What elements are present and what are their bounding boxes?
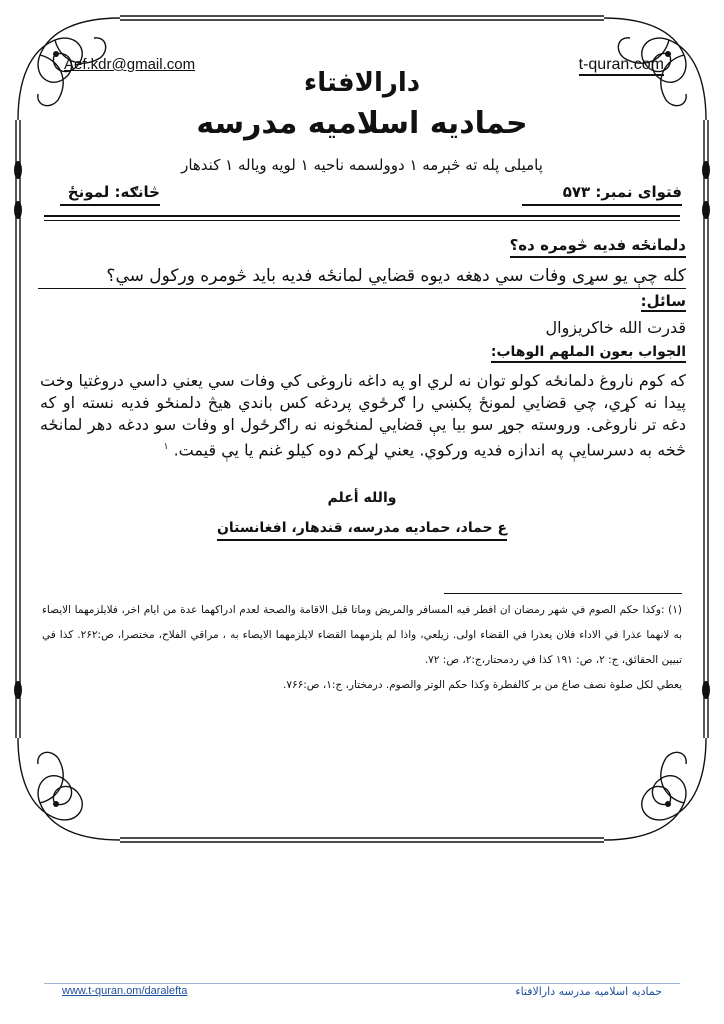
fatwa-number: فتوای نمبر: ۵۷۳ <box>522 183 682 206</box>
closing-phrase: والله أعلم <box>327 490 397 506</box>
signature-text: ع حماد، حمادیه مدرسه، قندهار، افغانستان <box>217 520 507 541</box>
institution-address: پامیلی پله ته څېرمه ١ دوولسمه ناحیه ١ لویه ویاله ١ کندهار <box>181 156 543 174</box>
footer-link[interactable]: www.t-quran.om/daralefta <box>62 985 188 997</box>
question-heading: دلمانځه فدیه څومره ده؟ <box>510 236 686 258</box>
website-link[interactable]: t-quran.com <box>579 56 664 76</box>
answer-body <box>40 370 686 461</box>
institution-name: حمادیه اسلامیه مدرسه <box>196 106 528 141</box>
answer-text: که کوم ناروغ دلمانځه کولو توان نه لري او په داغه ناروغی کي وفات سي یعني داسي دروغتیا وخت پیدا نه کړي، چي قضایي لمونځ پکښي را ګرځوي پردغه کس باندي هیڅ دلمنځو فدیه نسته او که دغه تر ناروغی. وروسته جوړ سو بیا یې قضایي لمنځونه نه راګرځول او وفات سو ددغه دهر لمانځه څخه به دسرسایې په اندازه فدیه ورکوي. یعني لړکم دوه کیلو غنم یا یې قیمت. <box>40 371 686 460</box>
signature-line <box>0 520 724 536</box>
footnote-2: يعطي لكل صلوة نصف صاع من بر كالفطرة وكذا حكم الوتر والصوم. درمختار، ج:١، ص:٧۶۶. <box>283 679 682 691</box>
section-label: څانګه: لمونځ <box>60 183 160 206</box>
contact-email[interactable]: Aef.kdr@gmail.com <box>64 56 196 73</box>
header-divider-thin <box>44 220 680 221</box>
footer-divider <box>44 983 680 984</box>
answer-heading: الجواب بعون الملهم الوهاب: <box>491 344 686 363</box>
footnote-1: (١) :وكذا حكم الصوم في شهر رمضان ان افطر فيه المسافر والمريض وماتا قبل الاقامة والصحة لعدم ادراكهما عدة من ايام اخر، فلايلزمهما الايصاء به لانهما عذرا في الاداء فلان يعذرا في القضاء اولى. زيلعي، واذا لم يلزمهما القضاء لايلزمهما الايصاء به ، مراقي الفلاح، مختصرا، ص:٢۶٢. كذا في تبيين الحقائق، ج: ٢، ص: ١٩١ كذا في ردمحتار،ج:٢، ص: ٧٢. <box>42 604 682 666</box>
footnotes <box>42 598 682 698</box>
footnote-reference[interactable]: ١ <box>163 442 169 452</box>
question-text: کله چې یو سړی وفات سي دهغه دیوه قضایي لمانځه فدیه باید څومره ورکول سي؟ <box>38 266 686 289</box>
footnote-separator <box>444 593 682 594</box>
footer-title: حمادیه اسلامیه مدرسه دارالافتاء <box>515 985 662 998</box>
page-title: دارالافتاء <box>303 68 421 98</box>
header-divider <box>44 215 680 217</box>
asker-label: سائل: <box>640 292 686 310</box>
asker-name: قدرت الله خاکریزوال <box>545 318 686 337</box>
